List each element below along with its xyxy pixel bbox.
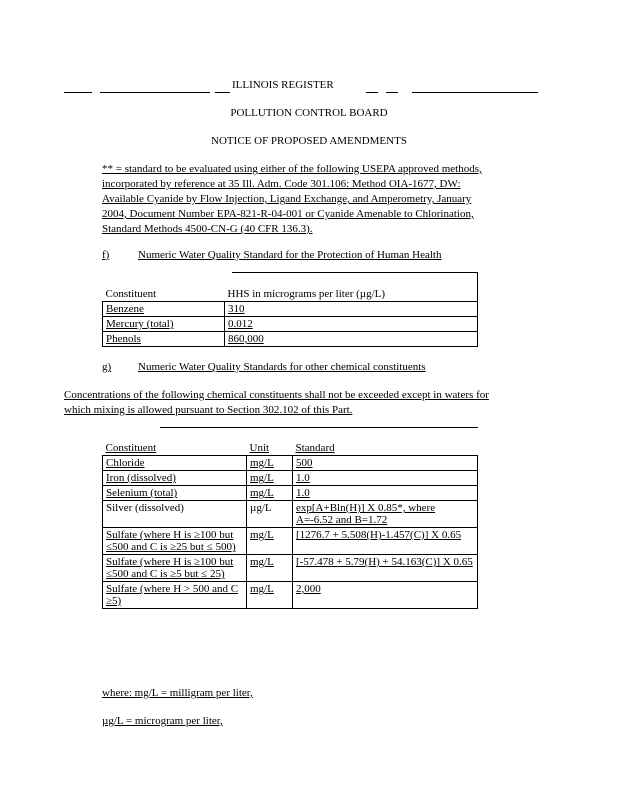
board-title: POLLUTION CONTROL BOARD [230,107,388,119]
header-rule-left-2 [100,92,210,93]
table-row [103,456,478,471]
footnote-line-3: Available Cyanide by Flow Injection, Ligand Exchange, and Amperometry, January [102,193,472,205]
hhs-cell: 860,000 [225,332,478,347]
section-f-label: f) [102,249,110,261]
std-cell: mg/L [247,528,293,555]
footnote-line-1: ** = standard to be evaluated using either of the following USEPA approved methods, [102,163,482,175]
std-cell: Sulfate (where H is ≥100 but ≤500 and C is ≥25 but ≤ 500) [103,528,247,555]
header-rule-left-3 [215,92,230,93]
hhs-table [102,287,478,347]
hhs-cell: Mercury (total) [103,317,225,332]
header-rule-right-2 [386,92,398,93]
std-cell: Selenium (total) [103,486,247,501]
std-cell: 500 [293,456,478,471]
hhs-col-value: HHS in micrograms per liter (µg/L) [225,287,478,302]
std-cell: Sulfate (where H > 500 and C ≥5) [103,582,247,609]
footnote-line-5: Standard Methods 4500-CN-G (40 CFR 136.3). [102,223,313,235]
hhs-cell: Benzene [103,302,225,317]
section-g-label: g) [102,361,112,373]
table-row [103,471,478,486]
std-cell: 2,000 [293,582,478,609]
std-cell: 1.0 [293,471,478,486]
section-g-table-top-rule [160,427,478,428]
std-cell: exp[A+Bln(H)] X 0.85*, where A=-6.52 and B=1.72 [293,501,478,528]
std-cell: mg/L [247,555,293,582]
definition-ug: µg/L = microgram per liter, [102,715,223,727]
hhs-cell: Phenols [103,332,225,347]
table-row [103,486,478,501]
standards-table [102,441,478,609]
table-row [103,317,478,332]
std-cell: [1276.7 + 5.508(H)-1.457(C)] X 0.65 [293,528,478,555]
std-cell: mg/L [247,471,293,486]
std-cell: Iron (dissolved) [103,471,247,486]
std-cell: Silver (dissolved) [103,501,247,528]
section-g-intro-2: which mixing is allowed pursuant to Section 302.102 of this Part. [64,404,353,416]
std-cell: mg/L [247,456,293,471]
section-g-intro-1: Concentrations of the following chemical constituents shall not be exceeded except in waters for [64,389,489,401]
hhs-cell: 0.012 [225,317,478,332]
std-cell: 1.0 [293,486,478,501]
std-cell: µg/L [247,501,293,528]
footnote-line-4: 2004, Document Number EPA-821-R-04-001 or Cyanide Amenable to Chlorination, [102,208,474,220]
std-cell: Chloride [103,456,247,471]
definition-mg: where: mg/L = milligram per liter, [102,687,253,699]
header-rule-right-1 [366,92,378,93]
table-row [103,555,478,582]
std-cell: mg/L [247,582,293,609]
section-f-table-top-rule [232,272,478,273]
table-row [103,332,478,347]
footnote-line-2: incorporated by reference at 35 Ill. Adm. Code 301.106: Method OIA-1677, DW: [102,178,461,190]
register-title: ILLINOIS REGISTER [232,79,334,91]
notice-title: NOTICE OF PROPOSED AMENDMENTS [211,135,407,147]
section-g-title: Numeric Water Quality Standards for other chemical constituents [138,361,426,373]
table-row [103,528,478,555]
std-col-standard: Standard [293,441,478,456]
header-rule-left-1 [64,92,92,93]
std-col-unit: Unit [247,441,293,456]
header-rule-right-3 [412,92,538,93]
std-cell: [-57.478 + 5.79(H) + 54.163(C)] X 0.65 [293,555,478,582]
hhs-cell: 310 [225,302,478,317]
table-row [103,302,478,317]
std-cell: Sulfate (where H is ≥100 but ≤500 and C is ≥5 but ≤ 25) [103,555,247,582]
section-f-title: Numeric Water Quality Standard for the Protection of Human Health [138,249,442,261]
hhs-col-constituent: Constituent [103,287,225,302]
table-row [103,501,478,528]
std-cell: mg/L [247,486,293,501]
std-col-constituent: Constituent [103,441,247,456]
table-row [103,582,478,609]
